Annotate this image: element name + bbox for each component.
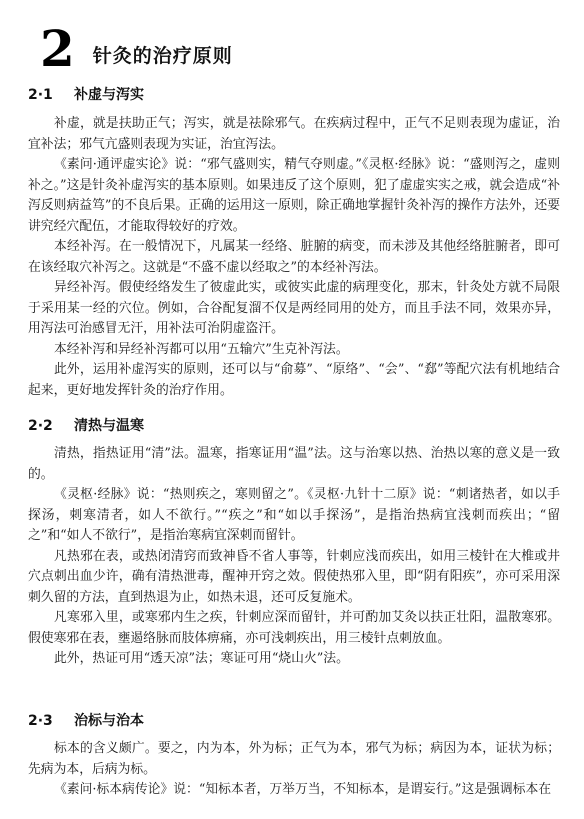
section-body [28,114,560,401]
paragraph: 此外，运用补虚泻实的原则，还可以与“俞募”、“原络”、“会”、“郄”等配穴法有机地结合起来，更好地发挥针灸的治疗作用。 [28,362,560,398]
paragraph: 清热，指热证用“清”法。温寒，指寒证用“温”法。这与治寒以热、治热以寒的意义是一致的。 [28,446,560,482]
paragraph: 凡热邪在表，或热闭清窍而致神昏不省人事等，针刺应浅而疾出，如用三棱针在大椎或井穴点刺出血少许，确有清热泄毒，醒神开窍之效。假使热邪入里，即“阴有阳疾”，亦可采用深刺久留的方法，直到热退为止，如热未退，还可反复施术。 [28,548,560,605]
paragraph: 异经补泻。假使经络发生了彼虚此实，或彼实此虚的病理变化，那末，针灸处方就不局限于采用某一经的穴位。例如，合谷配复溜不仅是两经同用的处方，而且手法不同，效果亦异，用泻法可治感冒无汗，用补法可治阴虚盗汗。 [28,280,560,336]
section-heading [28,86,144,104]
section-number: 2·1 [28,87,53,103]
section-body [28,444,560,670]
paragraph: 此外，热证可用“透天凉”法；寒证可用“烧山火”法。 [54,651,349,666]
chapter-title: 针灸的治疗原则 [92,45,233,67]
paragraph: 《灵枢·经脉》说：“热则疾之，寒则留之”。《灵枢·九针十二原》说：“刺诸热者，如以手探汤，刺寒清者，如人不欲行。”“疾之”和“如以手探汤”，是指治热病宜浅刺而疾出；“留之”和“如人不欲行”，是指治寒病宜深刺而留针。 [28,487,560,543]
section-heading [28,417,144,435]
section-body [28,739,560,801]
paragraph: 本经补泻。在一般情况下，凡属某一经络、脏腑的病变，而未涉及其他经络脏腑者，即可在该经取穴补泻之。这就是“不盛不虚以经取之”的本经补泻法。 [28,239,560,275]
paragraph: 本经补泻和异经补泻都可以用“五输穴”生克补泻法。 [54,341,349,357]
section-heading [28,712,144,730]
section-title: 治标与治本 [74,713,144,729]
section-title: 补虚与泻实 [74,87,144,103]
section-number: 2·3 [28,713,53,729]
section-number: 2·2 [28,418,53,434]
paragraph: 标本的含义颇广。要之，内为本，外为标；正气为本，邪气为标；病因为本，证状为标；先病为本，后病为标。 [28,741,560,777]
paragraph: 补虚，就是扶助正气；泻实，就是祛除邪气。在疾病过程中，正气不足则表现为虚证，治宜补法；邪气亢盛则表现为实证，治宜泻法。 [28,116,560,152]
chapter-header [40,14,233,78]
chapter-number: 2 [40,19,75,78]
paragraph: 《素问·通评虚实论》说：“邪气盛则实，精气夺则虚。”《灵枢·经脉》说：“盛则泻之，虚则补之。”这是针灸补虚泻实的基本原则。如果违反了这个原则，犯了虚虚实实之戒，就会造成“补泻反则病益笃”的不良后果。正确的运用这一原则，除正确地掌握针灸补泻的操作方法外，还要讲究经穴配伍，才能取得较好的疗效。 [28,157,560,234]
section-title: 清热与温寒 [74,418,144,434]
paragraph: 凡寒邪入里，或寒邪内生之疾，针刺应深而留针，并可酌加艾灸以扶正壮阳，温散寒邪。假使寒邪在表，壅遏络脉而肢体痹痛，亦可浅刺疾出，用三棱针点刺放血。 [28,610,560,646]
paragraph: 《素问·标本病传论》说：“知标本者，万举万当，不知标本，是谓妄行。”这是强调标本在 [54,782,552,797]
